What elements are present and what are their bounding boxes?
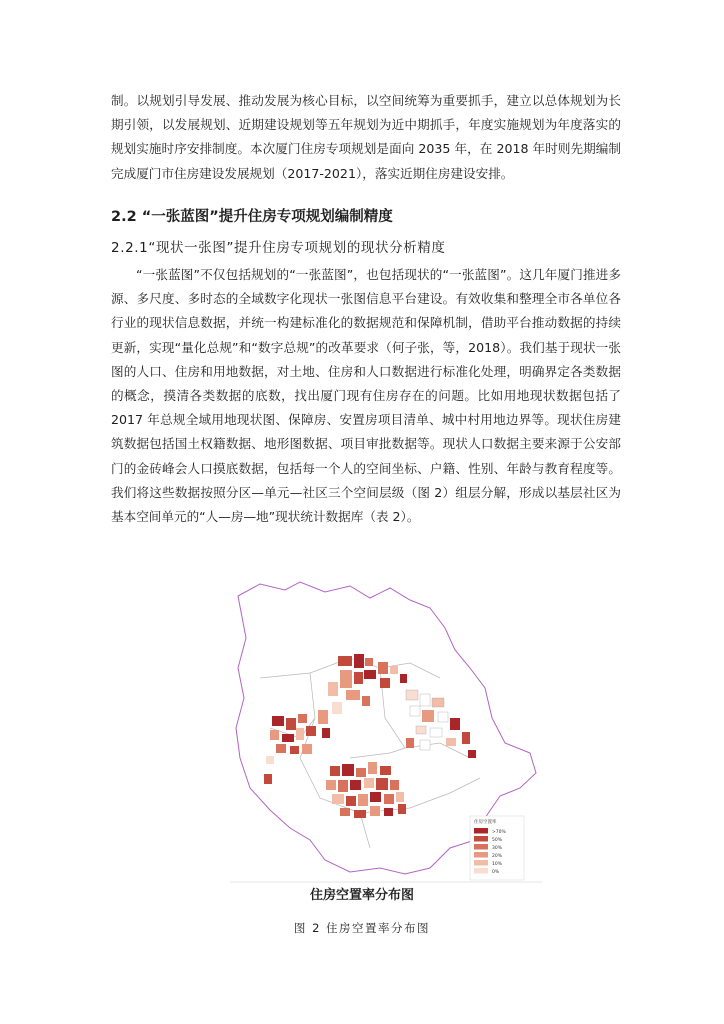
legend-swatch [474,860,488,866]
legend-label: 10% [492,861,503,867]
legend-title: 住房空置率 [474,820,497,825]
legend-label: >70% [492,829,506,835]
section-heading: 2.2 “一张蓝图”提升住房专项规划编制精度 [111,209,393,225]
legend-swatch [474,836,488,842]
legend-label: 0% [492,869,500,875]
map-legend [470,816,524,880]
subsection-heading: 2.2.1“现状一张图”提升住房专项规划的现状分析精度 [111,240,446,256]
body-paragraph: “一张蓝图”不仅包括规划的“一张蓝图”，也包括现状的“一张蓝图”。这几年厦门推进多源、多尺度、多时态的全域数字化现状一张图信息平台建设。有效收集和整理全市各单位各行业的现状信息数据，并统一构建标准化的数据规范和保障机制，借助平台推动数据的持续更新，实现“量化总规”和“数字总规”的改革要求（何子张，等，2018）。我们基于现状一张图的人口、住房和用地数据，对土地、住房和人口数据进行标准化处理，明确界定各类数据的概念，摸清各类数据的底数，找出厦门现有住房存在的问题。比如用地现状数据包括了 2017 年总规全域用地现状图、保障房、安置房项目清单、城中村用地边界等。现状住房建筑数据包括国土权籍数据、地形图数据、项目审批数据等。现状人口数据主要来源于公安部门的金砖峰会人口摸底数据，包括每一个人的空间坐标、户籍、性别、年龄与教育程度等。我们将这些数据按照分区—单元—社区三个空间层级（图 2）组层分解，形成以基层社区为基本空间单元的“人—房—地”现状统计数据库（表 2）。 [111,267,621,525]
legend-swatch [474,828,488,834]
figure-caption: 图 2 住房空置率分布图 [293,921,431,935]
legend-swatch [474,844,488,850]
legend-swatch [474,852,488,858]
legend-swatch [474,868,488,874]
legend-label: 50% [492,837,503,843]
figure-title: 住房空置率分布图 [309,888,414,903]
legend-label: 30% [492,845,503,851]
vacancy-map-figure [230,578,542,883]
vacancy-map [230,578,542,883]
intro-paragraph: 制。以规划引导发展、推动发展为核心目标，以空间统筹为重要抓手，建立以总体规划为长期引领，以发展规划、近期建设规划等五年规划为近中期抓手，年度实施规划为年度落实的规划实施时序安排制度。本次厦门住房专项规划是面向 2035 年，在 2018 年时则先期编制完成厦门市住房建设发展规划（2017-2021），落实近期住房建设安排。 [111,93,621,181]
legend-label: 20% [492,853,503,859]
